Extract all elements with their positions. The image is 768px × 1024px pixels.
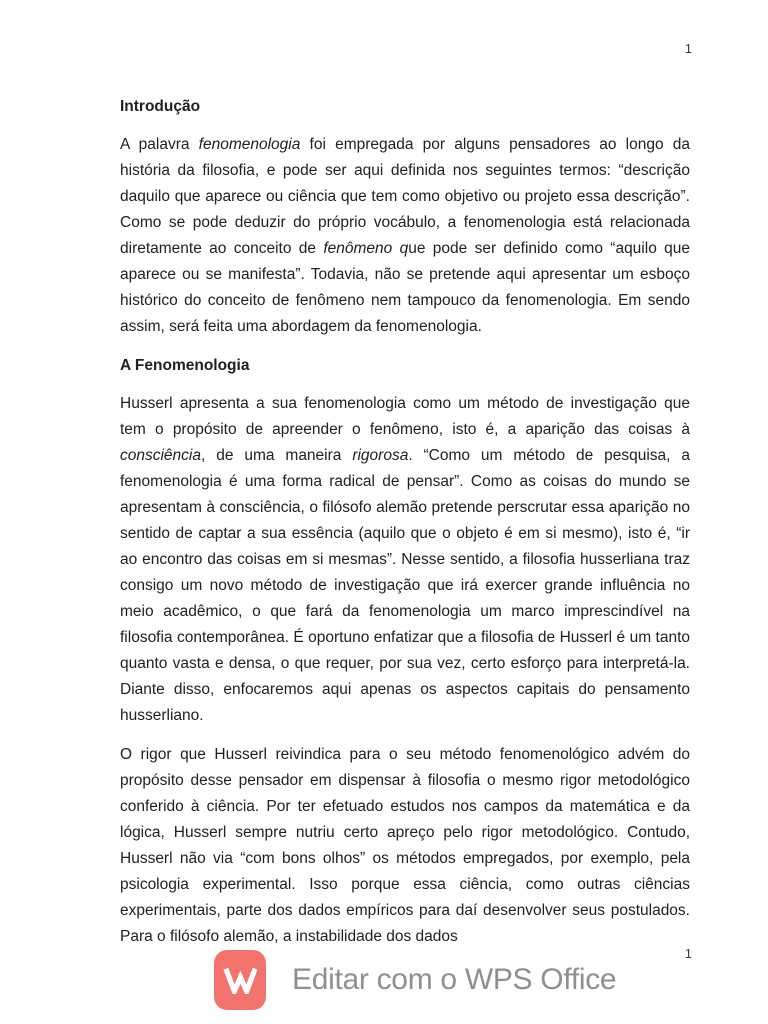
text-run: ue pode ser definido como “aquilo que aparece ou se manifesta”. Todavia, não se pretende aqui apresentar um esboço histórico do conceito de fenômeno nem tampouco da fenomenologia. Em sendo assim, será feita uma abordagem da fenomenologia. bbox=[120, 240, 690, 335]
paragraph bbox=[120, 742, 690, 950]
text-run: Husserl apresenta a sua fenomenologia como um método de investigação que tem o propósito de apreender o fenômeno, isto é, a aparição das coisas à bbox=[120, 395, 690, 438]
text-run: A palavra bbox=[120, 136, 199, 153]
page-number-top: 1 bbox=[684, 41, 692, 56]
paragraph bbox=[120, 391, 690, 729]
paragraph bbox=[120, 132, 690, 340]
text-run: O rigor que Husserl reivindica para o seu método fenomenológico advém do propósito desse pensador em dispensar à filosofia o mesmo rigor metodológico conferido à ciência. Por ter efetuado estudos nos campos da matemática e da lógica, Husserl sempre nutriu certo apreço pelo rigor metodológico. Contudo, Husserl não via “com bons olhos” os métodos empregados, por exemplo, pela psicologia experimental. Isso porque essa ciência, como outras ciências experimentais, parte dos dados empíricos para daí desenvolver seus postulados. Para o filósofo alemão, a instabilidade dos dados bbox=[120, 746, 690, 945]
italic-text-run: consciência bbox=[120, 447, 201, 464]
italic-text-run: rigorosa bbox=[352, 447, 409, 464]
italic-text-run: fenômeno q bbox=[323, 240, 409, 257]
page-number-bottom: 1 bbox=[684, 946, 692, 961]
wps-edit-banner[interactable] bbox=[214, 948, 616, 1012]
wps-banner-label: Editar com o WPS Office bbox=[292, 963, 617, 996]
section-heading: Introdução bbox=[120, 98, 201, 115]
italic-text-run: fenomenologia bbox=[198, 136, 301, 153]
wps-logo-icon bbox=[214, 950, 266, 1010]
text-run: . “Como um método de pesquisa, a fenomenologia é uma forma radical de pensar”. Como as coisas do mundo se apresentam à consciência, o filósofo alemão pretende perscrutar essa aparição no sentido de captar a sua essência (aquilo que o objeto é em si mesmo), isto é, “ir ao encontro das coisas em si mesmas”. Nesse sentido, a filosofia husserliana traz consigo um novo método de investigação que irá exercer grande influência no meio acadêmico, o que fará da fenomenologia um marco imprescindível na filosofia contemporânea. É oportuno enfatizar que a filosofia de Husserl é um tanto quanto vasta e densa, o que requer, por sua vez, certo esforço para interpretá-la. Diante disso, enfocaremos aqui apenas os aspectos capitais do pensamento husserliano. bbox=[120, 447, 690, 724]
section-heading: A Fenomenologia bbox=[120, 357, 250, 374]
text-run: foi empregada por alguns pensadores ao longo da história da filosofia, e pode ser aqui definida nos seguintes termos: “descrição daquilo que aparece ou ciência que tem como objetivo ou projeto essa descrição”. Como se pode deduzir do próprio vocábulo, a fenomenologia está relacionada diretamente ao conceito de bbox=[120, 136, 691, 257]
text-run: , de uma maneira bbox=[201, 447, 353, 464]
document-body bbox=[120, 94, 690, 963]
